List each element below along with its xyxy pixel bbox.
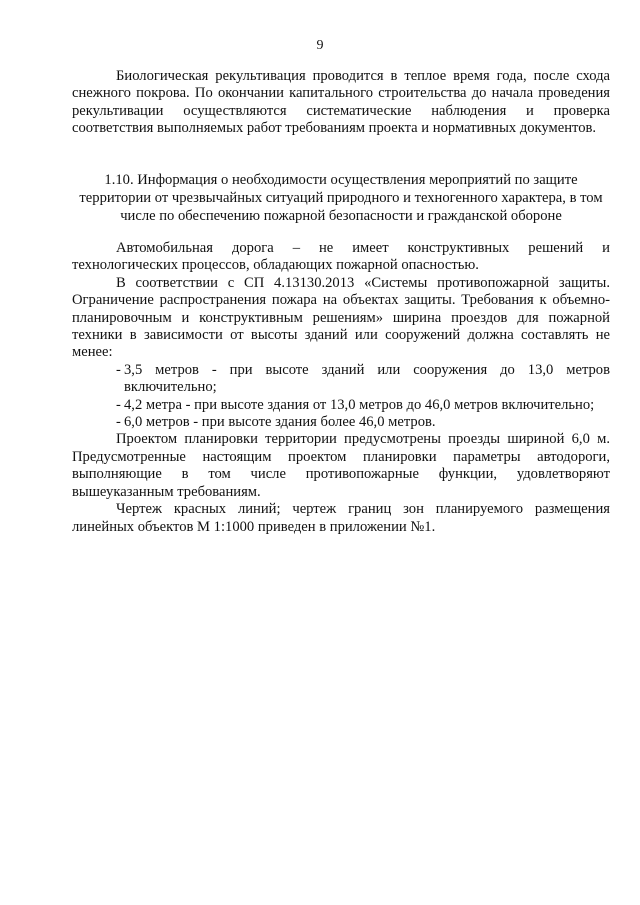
body-block-2 bbox=[72, 240, 610, 536]
paragraph-project: Проектом планировки территории предусмотрены проезды шириной 6,0 м. Предусмотренные настоящим проектом планировки параметры автодороги, выполняющие в том числе противопожарные функции, удовлетворяют вышеуказанным требованиям. bbox=[72, 431, 610, 500]
paragraph-sp: В соответствии с СП 4.13130.2013 «Системы противопожарной защиты. Ограничение распространения пожара на объектах защиты. Требования к объемно-планировочным и конструктивным решениям» ширина проездов для пожарной техники в зависимости от высоты зданий или сооружений должна составлять не менее: bbox=[72, 274, 610, 361]
list-item bbox=[72, 414, 610, 431]
list-item-text: 3,5 метров - при высоте зданий или сооружения до 13,0 метров включительно; bbox=[124, 361, 610, 396]
list-item bbox=[72, 397, 610, 414]
body-block-1 bbox=[72, 68, 610, 138]
paragraph-recultivation: Биологическая рекультивация проводится в теплое время года, после схода снежного покрова. По окончании капитального строительства до начала проведения рекультивации осуществляются систематические наблюдения и проверка соответствия выполняемых работ требованиям проекта и нормативных документов. bbox=[72, 68, 610, 137]
list-item bbox=[72, 362, 610, 397]
list-dash: - bbox=[116, 361, 121, 378]
list-item-text: 4,2 метра - при высоте здания от 13,0 метров до 46,0 метров включительно; bbox=[124, 396, 595, 413]
paragraph-drawing: Чертеж красных линий; чертеж границ зон планируемого размещения линейных объектов М 1:1000 приведен в приложении №1. bbox=[72, 501, 610, 535]
list-dash: - bbox=[116, 396, 121, 413]
section-heading: 1.10. Информация о необходимости осуществления мероприятий по защите территории от чрезвычайных ситуаций природного и техногенного характера, в том числе по обеспечению пожарной безопасности и гражданской обороне bbox=[79, 172, 603, 224]
paragraph-road: Автомобильная дорога – не имеет конструктивных решений и технологических процессов, обладающих пожарной опасностью. bbox=[72, 240, 610, 274]
list-item-text: 6,0 метров - при высоте здания более 46,0 метров. bbox=[124, 414, 436, 431]
list-dash: - bbox=[116, 414, 121, 431]
page-number: 9 bbox=[316, 38, 324, 53]
